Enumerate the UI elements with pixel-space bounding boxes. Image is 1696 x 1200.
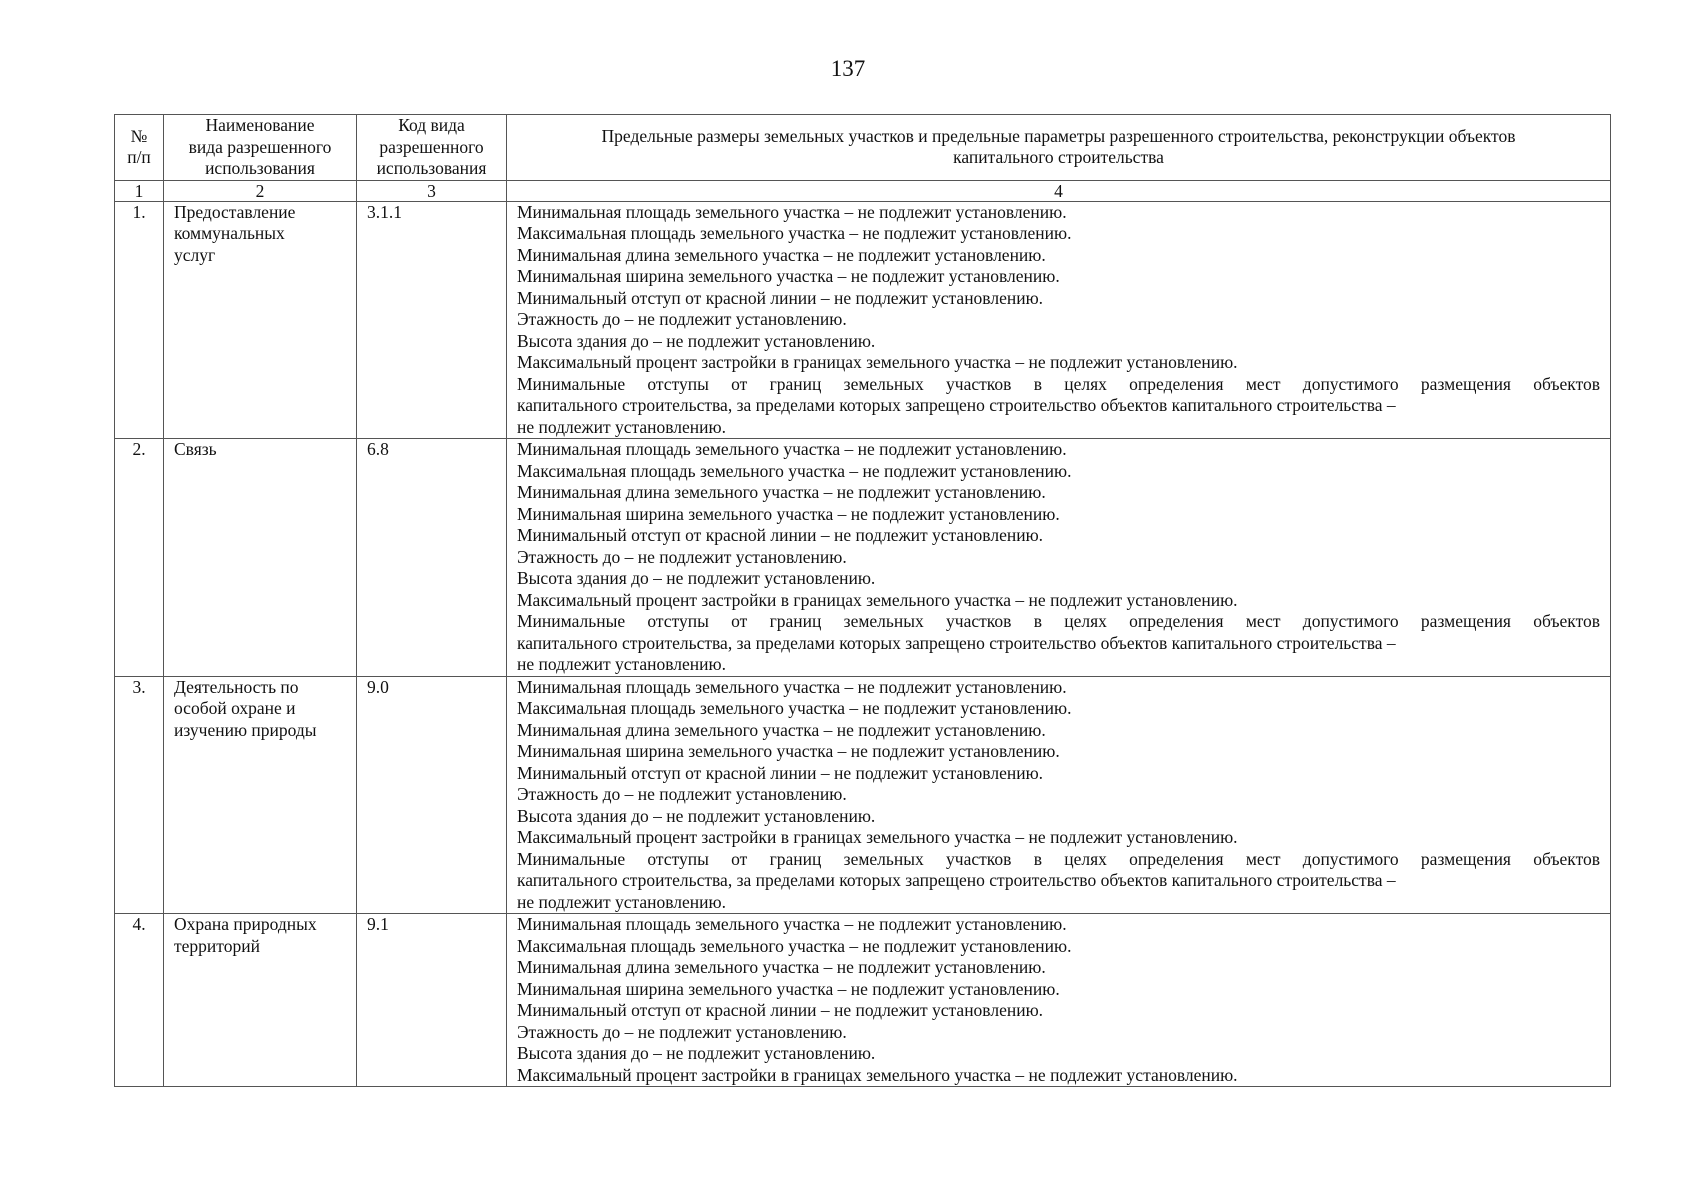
parameter-line: Минимальные отступы от границ земельных участков в целях определения мест допустимого размещения объектов — [517, 373, 1600, 394]
land-use-parameters — [507, 914, 1611, 1087]
land-use-parameters-table — [114, 114, 1611, 1087]
header-num — [115, 115, 164, 181]
parameter-line: Минимальные отступы от границ земельных участков в целях определения мест допустимого размещения объектов — [517, 611, 1600, 631]
parameter-line: Этажность до – не подлежит установлению. — [517, 784, 847, 804]
column-number-4: 4 — [507, 180, 1611, 201]
column-number-1: 1 — [115, 180, 164, 201]
land-use-parameters — [507, 201, 1611, 439]
parameter-line: Этажность до – не подлежит установлению. — [517, 546, 847, 567]
column-number-3: 3 — [357, 180, 507, 201]
land-use-name-line: Предоставление — [174, 201, 296, 222]
header-params — [507, 115, 1611, 181]
header-params-line: капитального строительства — [953, 147, 1164, 168]
land-use-name-line: особой охране и — [174, 698, 296, 718]
land-use-name-line: Охрана природных — [174, 914, 317, 934]
header-name-line: Наименование — [205, 115, 315, 135]
parameter-line: Минимальная площадь земельного участка – не подлежит установлению. — [517, 439, 1067, 459]
land-use-name-line: услуг — [174, 244, 216, 265]
header-code-line: Код вида — [398, 115, 465, 135]
land-use-parameters — [507, 676, 1611, 914]
land-use-name — [164, 201, 357, 439]
parameter-line: Максимальная площадь земельного участка – не подлежит установлению. — [517, 460, 1072, 481]
land-use-code: 9.1 — [357, 914, 507, 1087]
land-use-name-line: коммунальных — [174, 223, 285, 243]
parameter-line: Высота здания до – не подлежит установлению. — [517, 568, 876, 588]
parameter-line: Высота здания до – не подлежит установлению. — [517, 1043, 876, 1063]
row-number: 4. — [115, 914, 164, 1087]
column-number-2: 2 — [164, 180, 357, 201]
parameter-line: Этажность до – не подлежит установлению. — [517, 309, 847, 329]
parameter-line: Максимальный процент застройки в границах земельного участка – не подлежит установлению. — [517, 827, 1238, 847]
parameter-line: капитального строительства, за пределами которых запрещено строительство объектов капитального строительства – — [517, 632, 1396, 653]
row-number: 3. — [115, 676, 164, 914]
header-name — [164, 115, 357, 181]
parameter-line: Минимальная ширина земельного участка – не подлежит установлению. — [517, 741, 1060, 761]
land-use-name — [164, 914, 357, 1087]
parameter-line: Минимальная площадь земельного участка – не подлежит установлению. — [517, 201, 1067, 222]
parameter-line: Максимальная площадь земельного участка – не подлежит установлению. — [517, 935, 1072, 956]
parameter-line: Минимальный отступ от красной линии – не подлежит установлению. — [517, 525, 1044, 545]
header-code — [357, 115, 507, 181]
parameter-line: не подлежит установлению. — [517, 416, 726, 437]
page-number: 137 — [830, 56, 866, 81]
land-use-name — [164, 439, 357, 677]
parameter-line: капитального строительства, за пределами которых запрещено строительство объектов капитального строительства – — [517, 395, 1396, 415]
parameter-line: Этажность до – не подлежит установлению. — [517, 1021, 847, 1042]
header-name-line: использования — [205, 158, 315, 178]
header-params-line: Предельные размеры земельных участков и предельные параметры разрешенного строительства, реконструкции объектов — [601, 125, 1516, 146]
table-row — [115, 439, 1611, 677]
parameter-line: Максимальная площадь земельного участка – не подлежит установлению. — [517, 698, 1072, 718]
header-name-line: вида разрешенного — [188, 136, 332, 157]
header-num-line: № — [130, 125, 148, 146]
land-use-code: 3.1.1 — [357, 201, 507, 439]
parameter-line: Минимальная ширина земельного участка – не подлежит установлению. — [517, 266, 1060, 286]
parameter-line: капитального строительства, за пределами которых запрещено строительство объектов капитального строительства – — [517, 870, 1396, 890]
land-use-name-line: территорий — [174, 935, 260, 956]
column-numbers-row — [115, 180, 1611, 201]
table-header-row — [115, 115, 1611, 181]
parameter-line: не подлежит установлению. — [517, 654, 726, 674]
parameter-line: Минимальная длина земельного участка – не подлежит установлению. — [517, 482, 1046, 502]
land-use-name-line: изучению природы — [174, 719, 317, 740]
parameter-line: Минимальная ширина земельного участка – не подлежит установлению. — [517, 978, 1060, 999]
table-row — [115, 914, 1611, 1087]
parameter-line: Минимальная ширина земельного участка – не подлежит установлению. — [517, 503, 1060, 524]
parameter-line: Минимальный отступ от красной линии – не подлежит установлению. — [517, 1000, 1044, 1020]
land-use-code: 9.0 — [357, 676, 507, 914]
parameter-line: Минимальный отступ от красной линии – не подлежит установлению. — [517, 762, 1044, 783]
parameter-line: Минимальные отступы от границ земельных участков в целях определения мест допустимого размещения объектов — [517, 848, 1600, 869]
parameter-line: Минимальный отступ от красной линии – не подлежит установлению. — [517, 287, 1044, 308]
parameter-line: Максимальный процент застройки в границах земельного участка – не подлежит установлению. — [517, 589, 1238, 610]
land-use-name — [164, 676, 357, 914]
table-row — [115, 676, 1611, 914]
parameter-line: Минимальная длина земельного участка – не подлежит установлению. — [517, 244, 1046, 265]
land-use-name-line: Связь — [174, 439, 217, 459]
table-body — [115, 201, 1611, 1087]
parameter-line: Минимальная длина земельного участка – не подлежит установлению. — [517, 719, 1046, 740]
header-num-line: п/п — [127, 147, 151, 168]
parameter-line: Минимальная длина земельного участка – не подлежит установлению. — [517, 957, 1046, 977]
parameter-line: Минимальная площадь земельного участка – не подлежит установлению. — [517, 914, 1067, 934]
row-number: 2. — [115, 439, 164, 677]
parameter-line: Минимальная площадь земельного участка – не подлежит установлению. — [517, 676, 1067, 697]
header-code-line: использования — [376, 158, 487, 178]
parameter-line: Максимальный процент застройки в границах земельного участка – не подлежит установлению. — [517, 1064, 1238, 1085]
parameter-line: Максимальный процент застройки в границах земельного участка – не подлежит установлению. — [517, 352, 1238, 372]
land-use-name-line: Деятельность по — [174, 676, 299, 697]
land-use-parameters — [507, 439, 1611, 677]
parameter-line: не подлежит установлению. — [517, 891, 726, 912]
table-row — [115, 201, 1611, 439]
header-code-line: разрешенного — [379, 136, 484, 157]
land-use-code: 6.8 — [357, 439, 507, 677]
row-number: 1. — [115, 201, 164, 439]
parameter-line: Высота здания до – не подлежит установлению. — [517, 330, 876, 351]
parameter-line: Высота здания до – не подлежит установлению. — [517, 805, 876, 826]
parameter-line: Максимальная площадь земельного участка – не подлежит установлению. — [517, 223, 1072, 243]
